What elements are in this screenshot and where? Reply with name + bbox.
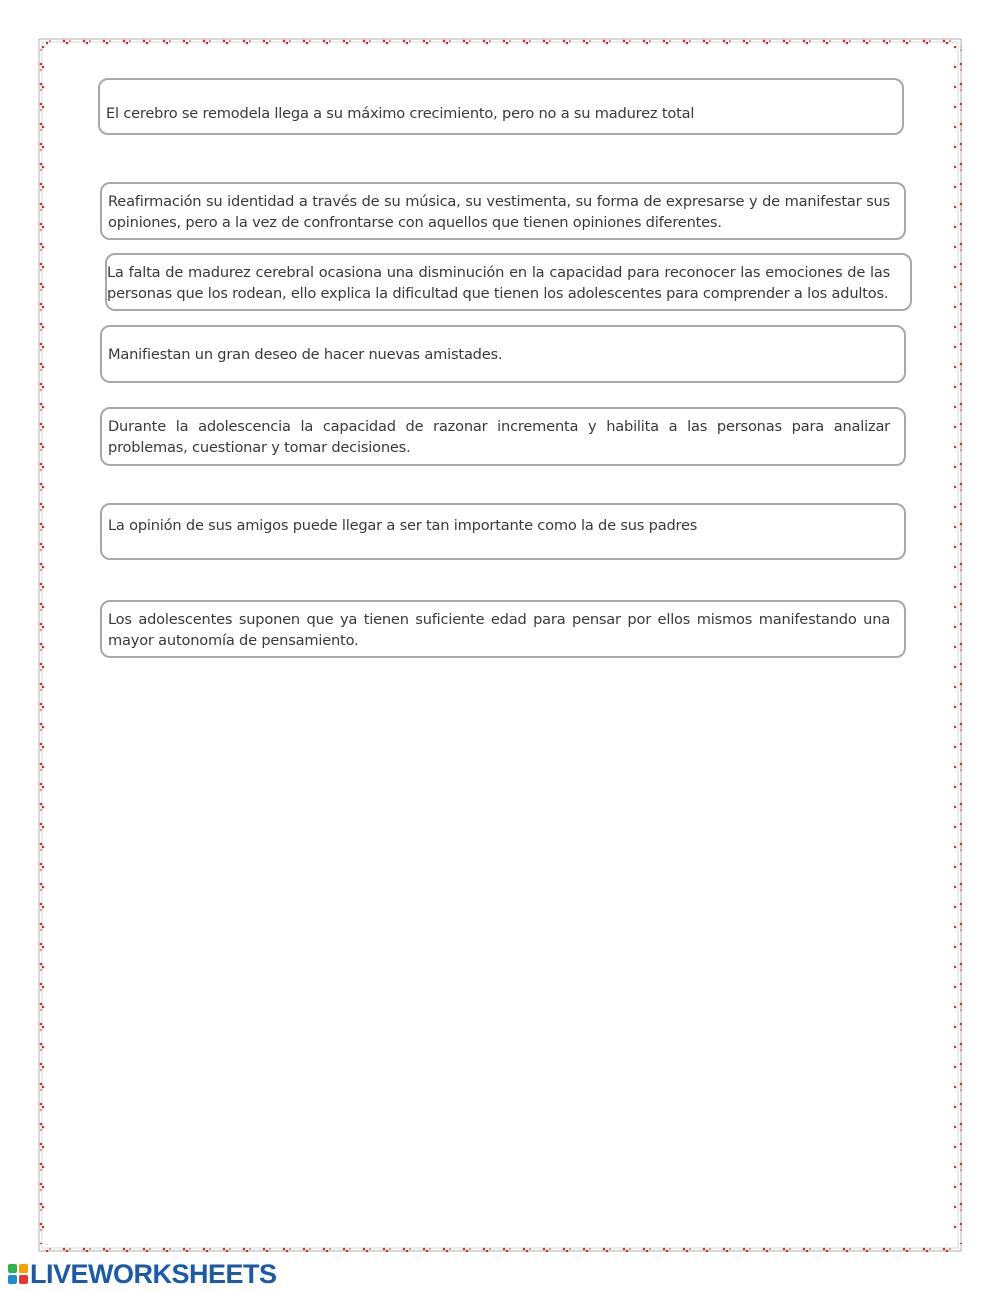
liveworksheets-logo-icon — [8, 1264, 28, 1284]
statement-box-2[interactable] — [100, 182, 906, 240]
statement-text-5: Durante la adolescencia la capacidad de razonar incrementa y habilita a las personas para analizar problemas, cuestionar y tomar decisiones. — [108, 418, 890, 456]
statement-box-4[interactable] — [100, 325, 906, 383]
liveworksheets-logo[interactable] — [8, 1259, 277, 1289]
statement-box-7[interactable] — [100, 600, 906, 658]
statement-box-5[interactable] — [100, 407, 906, 466]
statement-text-6: La opinión de sus amigos puede llegar a ser tan importante como la de sus padres — [108, 517, 698, 534]
statement-text-1: El cerebro se remodela llega a su máximo crecimiento, pero no a su madurez total — [106, 105, 695, 122]
statement-text-3: La falta de madurez cerebral ocasiona una disminución en la capacidad para reconocer las emociones de las personas que los rodean, ello explica la dificultad que tienen los adolescentes para comprender a los adultos. — [107, 264, 890, 302]
statement-text-4: Manifiestan un gran deseo de hacer nuevas amistades. — [108, 346, 503, 363]
statement-box-6[interactable] — [100, 503, 906, 560]
brand-name: LIVEWORKSHEETS — [30, 1259, 277, 1289]
statement-box-1[interactable] — [98, 78, 904, 135]
statement-text-2: Reafirmación su identidad a través de su música, su vestimenta, su forma de expresarse y de manifestar sus opiniones, pero a la vez de confrontarse con aquellos que tienen opiniones diferentes. — [108, 193, 890, 231]
statement-box-3[interactable] — [105, 253, 912, 311]
statement-text-7: Los adolescentes suponen que ya tienen suficiente edad para pensar por ellos mismos manifestando una mayor autonomía de pensamiento. — [108, 611, 890, 649]
